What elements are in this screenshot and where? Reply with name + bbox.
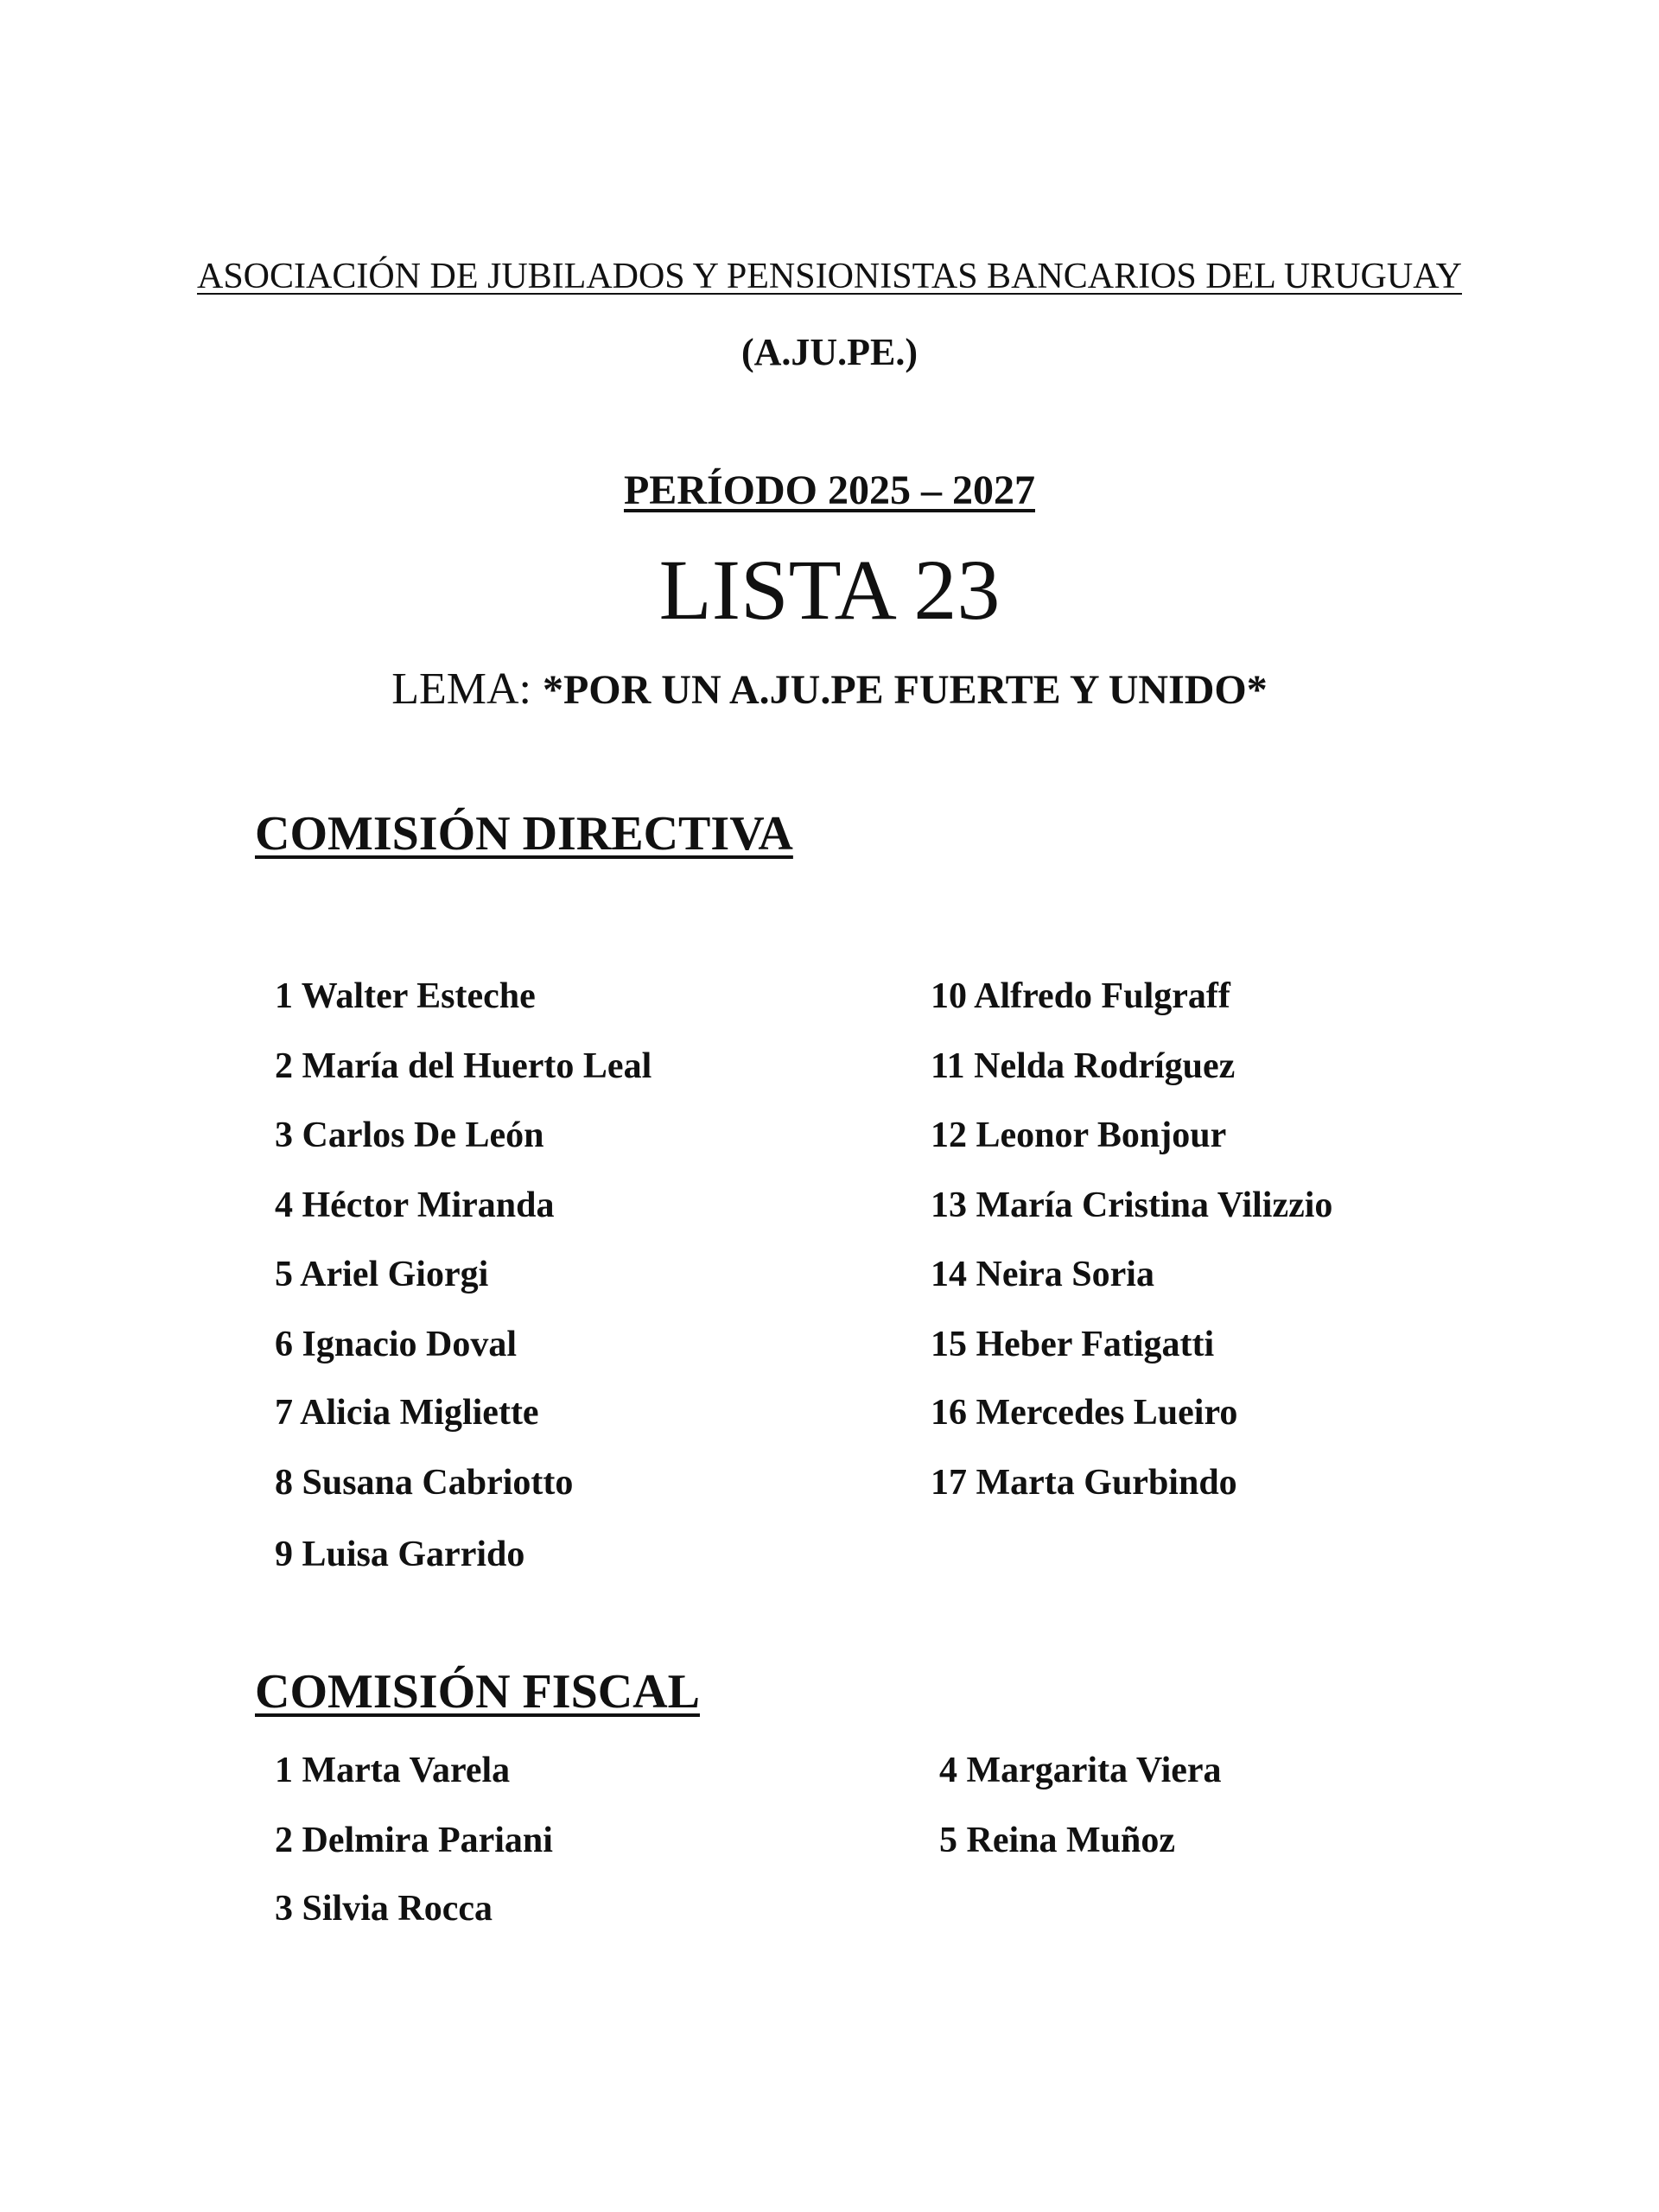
member-item: 11 Nelda Rodríguez — [931, 1046, 1236, 1086]
member-item: 10 Alfredo Fulgraff — [931, 976, 1230, 1016]
member-item: 4 Héctor Miranda — [275, 1185, 555, 1225]
motto-label: LEMA: — [391, 664, 531, 714]
member-item: 8 Susana Cabriotto — [275, 1463, 574, 1503]
member-item: 5 Reina Muñoz — [939, 1821, 1175, 1860]
member-item: 2 Delmira Pariani — [275, 1821, 553, 1860]
motto — [0, 664, 1659, 715]
member-item: 2 María del Huerto Leal — [275, 1046, 652, 1086]
member-item: 4 Margarita Viera — [939, 1751, 1222, 1790]
organization-name: ASOCIACIÓN DE JUBILADOS Y PENSIONISTAS BANCARIOS DEL URUGUAY — [196, 257, 1462, 296]
organization-abbreviation: (A.JU.PE.) — [741, 331, 918, 373]
member-item: 7 Alicia Migliette — [275, 1393, 539, 1433]
comision-directiva-title: COMISIÓN DIRECTIVA — [255, 807, 793, 861]
member-item: 16 Mercedes Lueiro — [931, 1393, 1238, 1433]
period-heading: PERÍODO 2025 – 2027 — [623, 467, 1035, 513]
comision-fiscal-title: COMISIÓN FISCAL — [255, 1665, 700, 1719]
member-item: 13 María Cristina Vilizzio — [931, 1185, 1333, 1225]
member-item: 5 Ariel Giorgi — [275, 1255, 489, 1294]
member-item: 15 Heber Fatigatti — [931, 1325, 1215, 1364]
motto-text: *POR UN A.JU.PE FUERTE Y UNIDO* — [542, 667, 1268, 713]
member-item: 1 Walter Esteche — [275, 976, 536, 1016]
list-number-title: LISTA 23 — [658, 542, 1001, 638]
member-item: 9 Luisa Garrido — [275, 1535, 525, 1574]
member-item: 12 Leonor Bonjour — [931, 1116, 1227, 1155]
member-item: 3 Carlos De León — [275, 1116, 544, 1155]
member-item: 1 Marta Varela — [275, 1751, 511, 1790]
member-item: 6 Ignacio Doval — [275, 1325, 518, 1364]
member-item: 17 Marta Gurbindo — [931, 1463, 1237, 1503]
member-item: 3 Silvia Rocca — [275, 1889, 493, 1929]
member-item: 14 Neira Soria — [931, 1255, 1154, 1294]
